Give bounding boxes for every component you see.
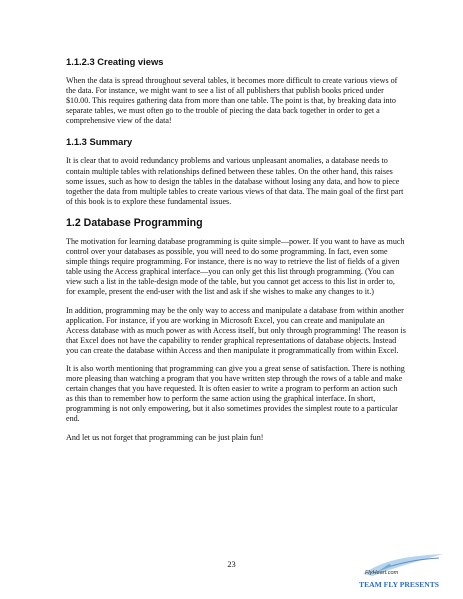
paragraph: When the data is spread throughout several tables, it becomes more difficult to create various views of the data. For instance, we might want to see a list of all publishers that publish books priced under $10.00. This requires gathering data from more than one table. The point is that, by breaking data into separate tables, we must often go to the trouble of piecing the data back together in order to get a comprehensive view of the data! — [66, 76, 398, 126]
paragraph: It is also worth mentioning that programming can give you a great sense of satisfaction. There is nothing more pleasing than watching a program that you have written step through the rows of a table and make certain changes that you have requested. It is often easier to write a program to perform an action such as this than to remember how to perform the same action using the graphical interface. In short, programming is not only empowering, but it also sometimes provides the simplest route to a particular end. — [66, 363, 405, 424]
paragraph: The motivation for learning database programming is quite simple—power. If you want to have as much control over your databases as possible, you will need to do some programming. In fact, even some simple things require programming. For instance, there is no way to retrieve the list of fields of a given table using the Access graphical interface—you can only get this list through programming. (You can view such a list in the table-design mode of the table, but you cannot get access to this list in order to, for example, present the end-user with the list and ask if she wishes to make any changes to it.) — [66, 236, 405, 297]
document-page — [66, 56, 406, 453]
logo-tagline: TEAM FLY PRESENTS — [359, 580, 440, 589]
team-fly-logo — [355, 550, 447, 594]
page-number: 23 — [227, 560, 236, 569]
section-heading-database-programming: 1.2 Database Programming — [66, 216, 203, 229]
paragraph: And let us not forget that programming can be just plain fun! — [66, 432, 264, 442]
section-heading-creating-views: 1.1.2.3 Creating views — [66, 56, 164, 67]
logo-brand-text: FlyHeart.com — [365, 570, 399, 576]
section-heading-summary: 1.1.3 Summary — [66, 136, 133, 148]
paragraph: It is clear that to avoid redundancy problems and various unpleasant anomalies, a database needs to contain multiple tables with relationships defined between these tables. On the other hand, this raises some issues, such as how to design the tables in the database without losing any data, and how to piece together the data from multiple tables to create various views of that data. The main goal of the first part of this book is to explore these fundamental issues. — [66, 156, 404, 206]
paragraph: In addition, programming may be the only way to access and manipulate a database from within another application. For instance, if you are working in Microsoft Excel, you can create and manipulate an Access database with as much power as with Access itself, but only through programming! The reason is that Excel does not have the capability to render graphical representations of database objects. Instead you can create the database within Access and then manipulate it programmatically from within Excel. — [66, 305, 406, 355]
